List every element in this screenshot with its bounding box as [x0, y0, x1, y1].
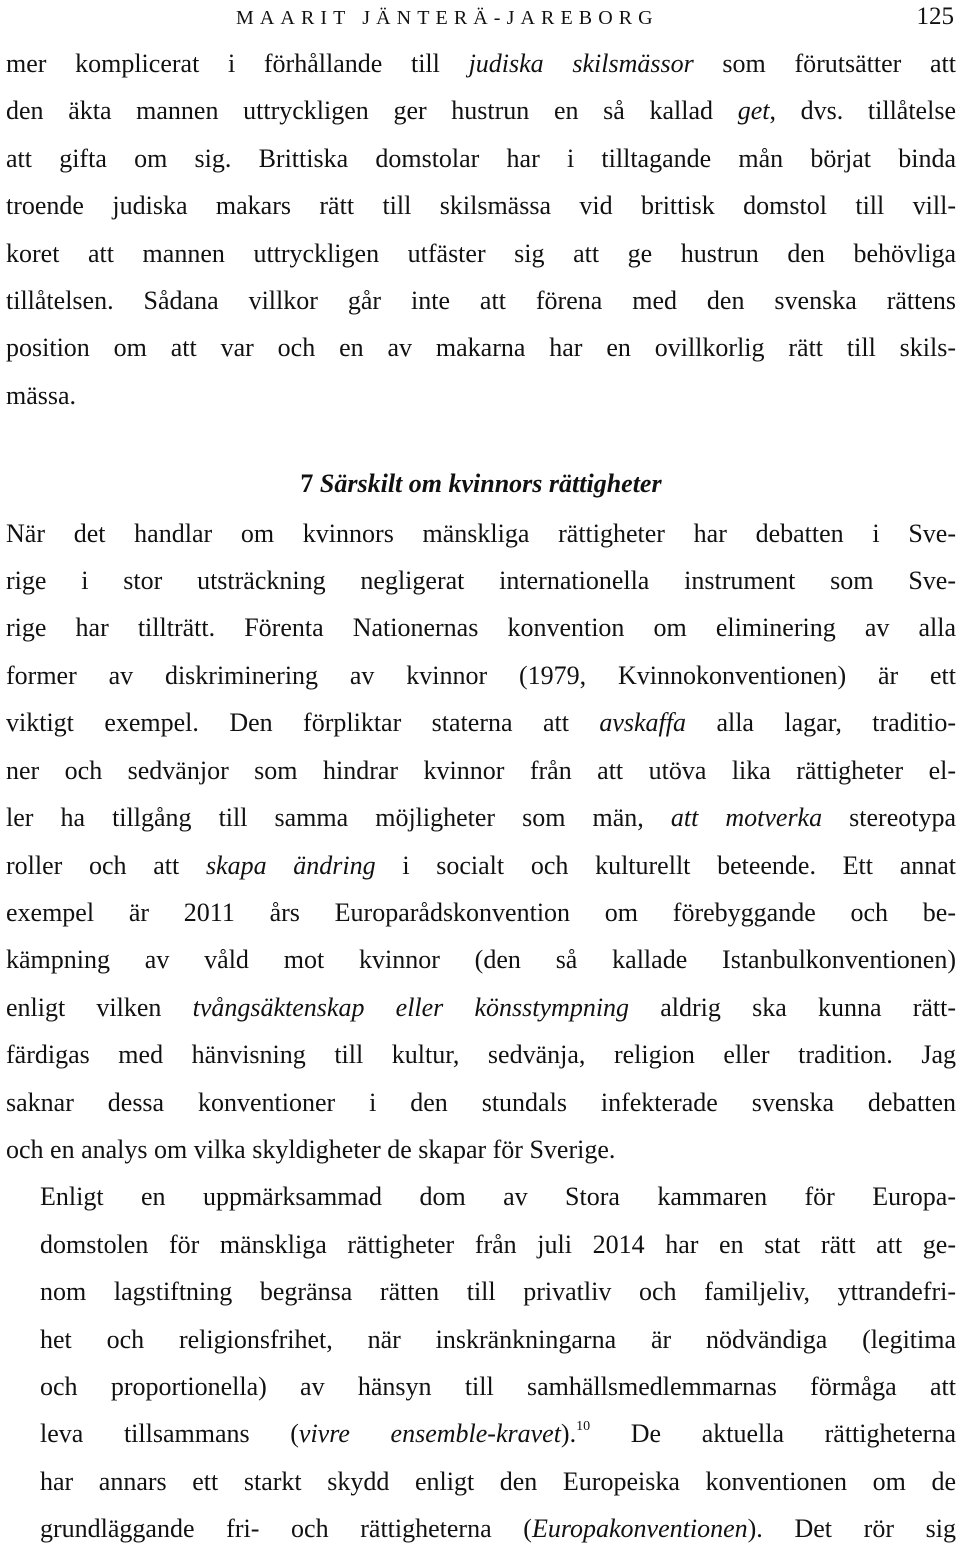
text-line: och proportionella) av hänsyn till samhällsmedlemmarnas förmåga att	[40, 1371, 956, 1401]
text-line: mer komplicerat i förhållande till judiska skilsmässor som förutsätter att	[6, 49, 956, 78]
text-line: ler ha tillgång till samma möjligheter som män, att motverka stereotypa	[6, 803, 957, 833]
text-line: troende judiska makars rätt till skilsmässa vid brittisk domstol till vill-	[6, 191, 956, 221]
text-line: Enligt en uppmärksammad dom av Stora kammaren för Europa-	[40, 1182, 956, 1212]
section-title: Särskilt om kvinnors rättigheter	[319, 469, 662, 499]
text-line: ner och sedvänjor som hindrar kvinnor från att utöva lika rättigheter el-	[6, 755, 956, 785]
text-line: När det handlar om kvinnors mänskliga rättigheter har debatten i Sve-	[6, 518, 956, 548]
paragraph-3	[6, 1173, 956, 1552]
text-line: het och religionsfrihet, när inskränkningarna är nödvändiga (legitima	[40, 1324, 956, 1354]
text-line: kämpning av våld mot kvinnor (den så kallade Istanbulkonventionen)	[6, 945, 956, 975]
text-line: enligt vilken tvångsäktenskap eller könsstympning aldrig ska kunna rätt-	[6, 992, 956, 1022]
text-line: leva tillsammans (vivre ensemble-kravet).$^{10}$ De aktuella rättigheterna	[40, 1419, 957, 1449]
emphasis: Europakonventionen	[531, 1514, 748, 1544]
emphasis: tvångsäktenskap eller könsstympning	[192, 992, 630, 1022]
page-number: 125	[916, 3, 954, 30]
text-line: rige i stor utsträckning negligerat internationella instrument som Sve-	[6, 566, 956, 596]
text-line: saknar dessa konventioner i den stundals infekterade svenska debatten	[6, 1087, 956, 1117]
emphasis: att motverka	[670, 803, 823, 833]
paragraph-2	[6, 510, 956, 1174]
emphasis: judiska skilsmässor	[468, 49, 694, 78]
text-line: koret att mannen uttryckligen utfäster sig att ge hustrun den behövliga	[6, 238, 956, 268]
text-line: har annars ett starkt skydd enligt den Europeiska konventionen om de	[40, 1466, 956, 1496]
emphasis: skapa ändring	[205, 850, 376, 880]
emphasis: get	[737, 96, 770, 126]
section-heading	[6, 460, 956, 507]
text-line: den äkta mannen uttryckligen ger hustrun en så kallad get, dvs. tillåtelse	[6, 96, 956, 126]
text-line: och en analys om vilka skyldigheter de skapar för Sverige.	[6, 1134, 616, 1164]
text-line: färdigas med hänvisning till kultur, sedvänja, religion eller tradition. Jag	[6, 1040, 956, 1070]
text-line: former av diskriminering av kvinnor (1979, Kvinnokonventionen) är ett	[6, 660, 956, 690]
text-line: viktigt exempel. Den förpliktar staterna att avskaffa alla lagar, traditio-	[6, 708, 956, 738]
emphasis: vivre ensemble-kravet	[298, 1419, 561, 1449]
running-header	[6, 0, 956, 40]
text-line: exempel är 2011 års Europarådskonvention om förebyggande och be-	[6, 897, 956, 927]
body-text	[6, 40, 956, 1553]
text-line: grundläggande fri- och rättigheterna (Europakonventionen). Det rör sig	[40, 1514, 956, 1544]
emphasis: avskaffa	[599, 708, 687, 738]
text-line: domstolen för mänskliga rättigheter från juli 2014 har en stat rätt att ge-	[40, 1229, 956, 1259]
text-line: att gifta om sig. Brittiska domstolar har i tilltagande mån börjat binda	[6, 143, 956, 173]
text-line: position om att var och en av makarna har en ovillkorlig rätt till skils-	[6, 333, 956, 363]
section-number: 7	[300, 469, 314, 499]
text-line: tillåtelsen. Sådana villkor går inte att förena med den svenska rättens	[6, 286, 956, 316]
text-line: nom lagstiftning begränsa rätten till privatliv och familjeliv, yttrandefri-	[40, 1277, 956, 1307]
book-page	[6, 0, 956, 1553]
text-line: mässa.	[6, 380, 77, 410]
text-line: rige har tillträtt. Förenta Nationernas konvention om eliminering av alla	[6, 613, 956, 643]
footnote-reference[interactable]: 10	[576, 1419, 591, 1435]
running-title: MAARIT JÄNTERÄ-JAREBORG	[236, 7, 659, 29]
text-line: roller och att skapa ändring i socialt och kulturellt beteende. Ett annat	[6, 850, 956, 880]
paragraph-1	[6, 40, 956, 419]
